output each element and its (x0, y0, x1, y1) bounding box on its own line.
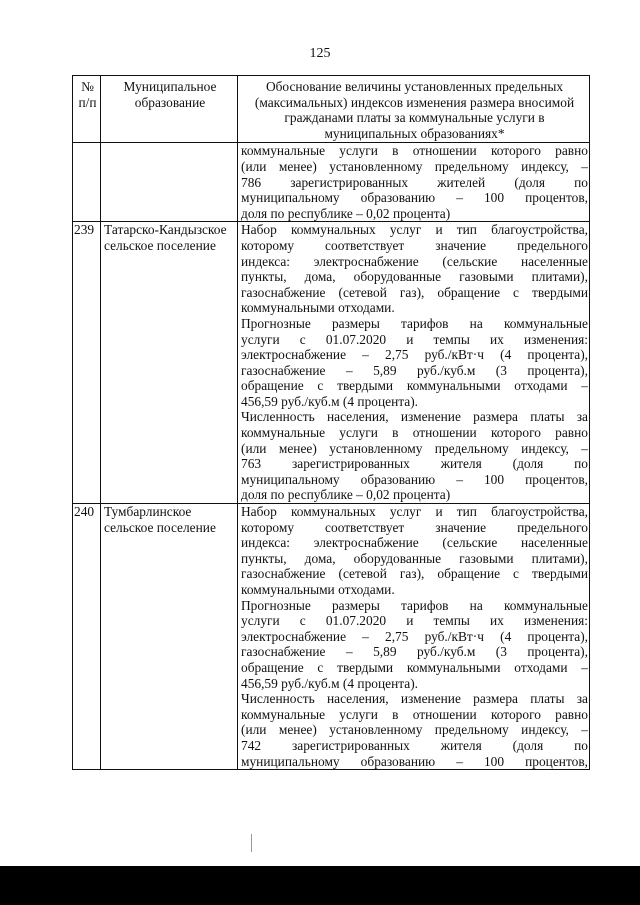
justification-line: 786 зарегистрированных жителей (доля по (241, 174, 588, 190)
justification-line: коммунальные услуги в отношении которого равно (241, 143, 588, 159)
justification-line: муниципальному образованию – 100 процентов, (241, 753, 588, 769)
justification-line: Численность населения, изменение размера платы за (241, 409, 588, 425)
justification-line: обращение с твердыми коммунальными отходами – (241, 378, 588, 394)
justification-line: которому соответствует значение предельного (241, 237, 588, 253)
justification-line: обращение с твердыми коммунальными отходами – (241, 659, 588, 675)
justification-line: Прогнозные размеры тарифов на коммунальные (241, 597, 588, 613)
justification-line: муниципальному образованию – 100 процентов, (241, 190, 588, 206)
justification-line: газоснабжение – 5,89 руб./куб.м (3 процента), (241, 644, 588, 660)
justification-line: коммунальными отходами. (241, 300, 395, 316)
row-municipality (101, 143, 238, 222)
justification-line: (или менее) установленному предельному индексу, – (241, 722, 588, 738)
row-num (73, 143, 101, 222)
justification-line: Прогнозные размеры тарифов на коммунальные (241, 315, 588, 331)
justification-line: 763 зарегистрированных жителя (доля по (241, 456, 588, 472)
justification-line: газоснабжение – 5,89 руб./куб.м (3 процента), (241, 362, 588, 378)
justification-line: Набор коммунальных услуг и тип благоустройства, (241, 504, 588, 520)
justification-line: пункты, дома, оборудованные газовыми плитами), (241, 550, 588, 566)
justification-line: (или менее) установленному предельному индексу, – (241, 440, 588, 456)
row-justification (238, 222, 590, 504)
row-municipality: Татарско-Кандызское сельское поселение (101, 222, 238, 504)
justification-line: электроснабжение – 2,75 руб./кВт·ч (4 процента), (241, 628, 588, 644)
justification-line: услуги с 01.07.2020 и темпы их изменения: (241, 613, 588, 629)
justification-line: 742 зарегистрированных жителя (доля по (241, 737, 588, 753)
table-row-continuation (73, 143, 590, 222)
justification-line: доля по республике – 0,02 процента) (241, 205, 451, 221)
justification-line: Набор коммунальных услуг и тип благоустройства, (241, 222, 588, 238)
scan-artifact-mark (251, 834, 252, 852)
justification-line: газоснабжение (сетевой газ), обращение с твердыми (241, 566, 588, 582)
row-justification (238, 504, 590, 770)
justification-line: (или менее) установленному предельному индексу, – (241, 158, 588, 174)
tariff-index-table (72, 75, 590, 770)
row-num: 240 (73, 504, 101, 770)
table-header-row (73, 76, 590, 143)
justification-line: услуги с 01.07.2020 и темпы их изменения: (241, 331, 588, 347)
row-municipality: Тумбарлинское сельское поселение (101, 504, 238, 770)
header-justification: Обоснование величины установленных предельных (максимальных) индексов изменения размера вносимой гражданами платы за коммунальные услуги в муниципальных образованиях* (238, 76, 590, 143)
justification-line: которому соответствует значение предельного (241, 519, 588, 535)
justification-line: 456,59 руб./куб.м (4 процента). (241, 393, 419, 409)
justification-line: муниципальному образованию – 100 процентов, (241, 471, 588, 487)
header-municipality: Муниципальное образование (101, 76, 238, 143)
justification-line: коммунальные услуги в отношении которого равно (241, 706, 588, 722)
table-row (73, 222, 590, 504)
table-row (73, 504, 590, 770)
page-number: 125 (309, 46, 331, 61)
header-num: № п/п (73, 76, 101, 143)
scan-border-bar (0, 866, 640, 905)
justification-line: индекса: электроснабжение (сельские населенные (241, 253, 588, 269)
row-num: 239 (73, 222, 101, 504)
justification-line: пункты, дома, оборудованные газовыми плитами), (241, 269, 588, 285)
justification-line: газоснабжение (сетевой газ), обращение с твердыми (241, 284, 588, 300)
justification-line: индекса: электроснабжение (сельские населенные (241, 535, 588, 551)
justification-line: Численность населения, изменение размера платы за (241, 691, 588, 707)
justification-line: 456,59 руб./куб.м (4 процента). (241, 675, 419, 691)
justification-line: электроснабжение – 2,75 руб./кВт·ч (4 процента), (241, 347, 588, 363)
justification-line: коммунальными отходами. (241, 582, 395, 597)
justification-line: доля по республике – 0,02 процента) (241, 487, 451, 503)
row-justification (238, 143, 590, 222)
justification-line: коммунальные услуги в отношении которого равно (241, 425, 588, 441)
